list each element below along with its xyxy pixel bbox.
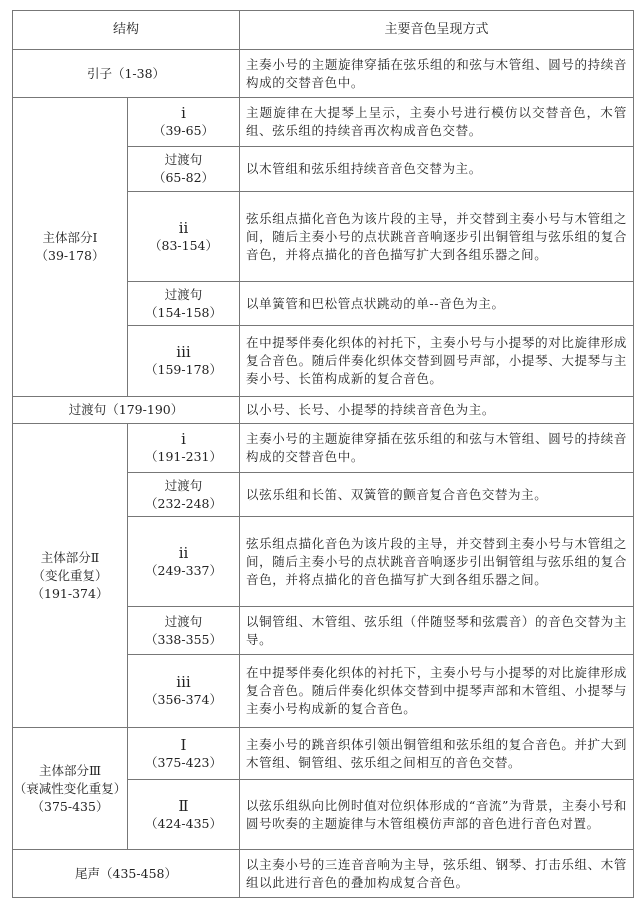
subsection-label: i — [181, 430, 186, 448]
section-range: （39-178） — [35, 248, 105, 263]
subsection-label: 过渡句 — [164, 613, 203, 629]
section-title: 主体部分Ⅱ — [40, 549, 100, 565]
section-subtitle: （变化重复） — [32, 567, 108, 583]
subsection-range: （83-154） — [149, 237, 218, 253]
description-cell: 以主奏小号的三连音音响为主导，弦乐组、钢琴、打击乐组、木管组以此进行音色的叠加构成复合音色。 — [240, 850, 634, 898]
section-title: 主体部分Ⅰ — [42, 230, 98, 245]
subsection-cell — [128, 424, 240, 473]
subsection-cell — [128, 192, 240, 282]
subsection-cell — [128, 147, 240, 192]
description-cell: 以弦乐组和长笛、双簧管的颤音复合音色交替为主。 — [240, 473, 634, 517]
description-cell: 以小号、长号、小提琴的持续音音色为主。 — [240, 397, 634, 424]
description-cell: 以弦乐组纵向比例时值对位织体形成的“音流”为背景，主奏小号和圆号吹奏的主题旋律与木管组模仿声部的音色进行音色对置。 — [240, 780, 634, 850]
subsection-cell — [128, 728, 240, 780]
subsection-range: （159-178） — [145, 362, 222, 377]
subsection-cell — [128, 326, 240, 397]
subsection-label: 过渡句 — [164, 477, 203, 493]
section-subtitle: （衰减性变化重复） — [13, 780, 127, 796]
timbre-structure-table — [12, 10, 634, 898]
subsection-range: （65-82） — [152, 170, 215, 185]
header-method: 主要音色呈现方式 — [240, 11, 634, 50]
description-cell: 弦乐组点描化音色为该片段的主导，并交替到主奏小号与木管组之间，随后主奏小号的点状跳音音响逐步引出铜管组与弦乐组的复合音色，并将点描化的音色描写扩大到各组乐器之间。 — [240, 517, 634, 607]
header-row — [13, 11, 634, 50]
subsection-range: （375-423） — [145, 754, 222, 770]
table-row — [13, 728, 634, 780]
description-cell: 弦乐组点描化音色为该片段的主导，并交替到主奏小号与木管组之间，随后主奏小号的点状跳音音响逐步引出铜管组与弦乐组的复合音色，并将点描化的音色描写扩大到各组乐器之间。 — [240, 192, 634, 282]
description-cell: 以铜管组、木管组、弦乐组（伴随竖琴和弦震音）的音色交替为主导。 — [240, 607, 634, 655]
subsection-label: Ⅰ — [180, 735, 187, 754]
description-cell: 主题旋律在大提琴上呈示，主奏小号进行模仿以交替音色，木管组、弦乐组的持续音再次构成音色交替。 — [240, 98, 634, 147]
section-range: （191-374） — [31, 585, 109, 601]
section-cell — [13, 424, 128, 728]
section-cell — [13, 98, 128, 397]
subsection-range: （249-337） — [145, 562, 222, 578]
table-row — [13, 424, 634, 473]
subsection-cell — [128, 98, 240, 147]
subsection-range: （232-248） — [145, 495, 222, 511]
description-cell: 以木管组和弦乐组持续音音色交替为主。 — [240, 147, 634, 192]
subsection-label: i — [181, 104, 186, 122]
subsection-cell — [128, 655, 240, 728]
description-cell: 主奏小号的主题旋律穿插在弦乐组的和弦与木管组、圆号的持续音构成的交替音色中。 — [240, 50, 634, 98]
subsection-cell — [128, 517, 240, 607]
header-structure: 结构 — [13, 11, 240, 50]
subsection-range: （154-158） — [145, 304, 222, 320]
subsection-label: ii — [178, 218, 189, 237]
description-cell: 主奏小号的主题旋律穿插在弦乐组的和弦与木管组、圆号的持续音构成的交替音色中。 — [240, 424, 634, 473]
subsection-range: （39-65） — [152, 123, 215, 138]
subsection-label: iii — [176, 673, 191, 691]
section-cell — [13, 728, 128, 850]
table-row — [13, 397, 634, 424]
structure-cell: 引子（1-38） — [13, 50, 240, 98]
subsection-cell — [128, 282, 240, 326]
description-cell: 在中提琴伴奏化织体的衬托下，主奏小号与小提琴的对比旋律形成复合音色。随后伴奏化织体交替到圆号声部，小提琴、大提琴与主奏小号、长笛构成新的复合音色。 — [240, 326, 634, 397]
section-range: （375-435） — [31, 798, 109, 814]
table-row — [13, 98, 634, 147]
description-cell: 主奏小号的跳音织体引领出铜管组和弦乐组的复合音色。并扩大到木管组、铜管组、弦乐组之间相互的音色交替。 — [240, 728, 634, 780]
subsection-label: 过渡句 — [164, 286, 203, 302]
table-row — [13, 850, 634, 898]
structure-cell: 过渡句（179-190） — [13, 397, 240, 424]
subsection-cell — [128, 473, 240, 517]
structure-cell: 尾声（435-458） — [13, 850, 240, 898]
description-cell: 在中提琴伴奏化织体的衬托下，主奏小号与小提琴的对比旋律形成复合音色。随后伴奏化织体交替到中提琴声部和木管组、小提琴与主奏小号构成新的复合音色。 — [240, 655, 634, 728]
subsection-cell — [128, 607, 240, 655]
subsection-label: iii — [176, 343, 191, 361]
subsection-label: 过渡句 — [164, 152, 203, 167]
subsection-label: Ⅱ — [178, 796, 189, 815]
table-row — [13, 50, 634, 98]
subsection-range: （338-355） — [145, 631, 222, 647]
subsection-range: （356-374） — [145, 692, 222, 707]
subsection-label: ii — [178, 543, 189, 562]
subsection-range: （424-435） — [145, 815, 222, 831]
section-title: 主体部分Ⅲ — [38, 762, 102, 778]
subsection-cell — [128, 780, 240, 850]
subsection-range: （191-231） — [145, 449, 222, 464]
description-cell: 以单簧管和巴松管点状跳动的单--音色为主。 — [240, 282, 634, 326]
